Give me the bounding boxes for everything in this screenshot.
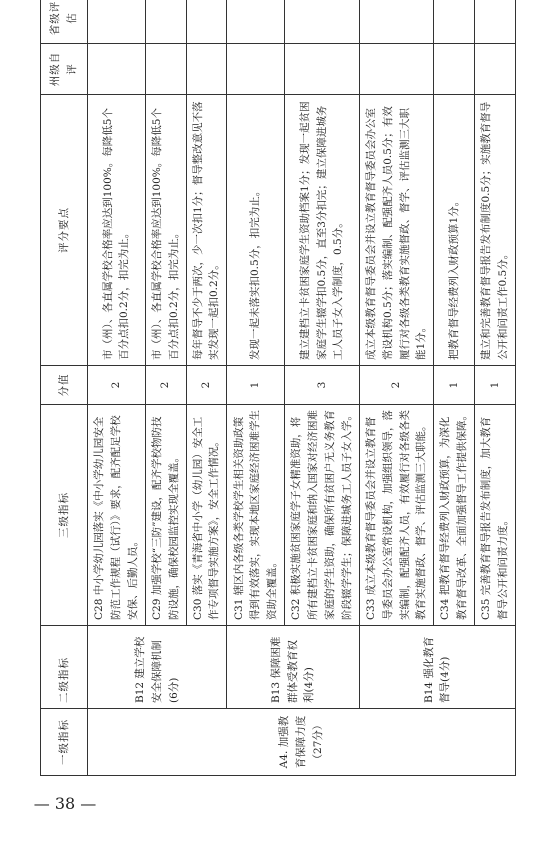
- table-row: [359, 0, 434, 776]
- self-eval-cell: [359, 44, 434, 95]
- p34-cell: 把教育督导经费列入财政预算1分。: [434, 95, 475, 366]
- c33-cell: C33 成立本级教育督导委员会并设立教育督导委员会办公室常设机构，加强组织领导，落实编制，配强配齐人员，有效履行对各级各类教育实施督政、督学、评估监测三大职能。: [359, 405, 434, 626]
- c32-cell: C32 积极实施贫困家庭学子女精准资助，将所有建档立卡贫困家庭和纳入国家对经济困难家庭的学生资助，确保所有贫困户无义务教育阶段辍学学生；保障进城务工人员子女入学。: [285, 405, 360, 626]
- self-eval-cell: [186, 44, 227, 95]
- header-points: 评分要点: [41, 95, 88, 366]
- c28-cell: C28 中小学幼儿园落实《中小学幼儿园安全防范工作规程（试行）》要求，配齐配足学校安保、后勤人员。: [88, 405, 146, 626]
- c34-cell: C34 把教育督导经费列入财政预算，为深化教育督导改革、全面加强督导工作提供保障。: [434, 405, 475, 626]
- s32-cell: 3: [285, 366, 360, 405]
- province-eval-cell: [145, 0, 186, 44]
- evaluation-table: [40, 0, 516, 776]
- page-number: — 38 —: [33, 794, 97, 813]
- self-eval-cell: [227, 44, 285, 95]
- p28-cell: 市（州）、各直属学校合格率应达到100%。每降低5个百分点扣0.2分，扣完为止。: [88, 95, 146, 366]
- header-level3: 三级指标: [41, 405, 88, 626]
- table-header-row: [41, 0, 88, 776]
- province-eval-cell: [285, 0, 360, 44]
- self-eval-cell: [434, 44, 475, 95]
- b14-cell: B14 强化教育督导(4分): [359, 626, 515, 709]
- header-level2: 二级指标: [41, 626, 88, 709]
- p29-cell: 市（州）、各直属学校合格率应达到100%。每降低5个百分点扣0.2分，扣完为止。: [145, 95, 186, 366]
- c30-cell: C30 落实《青海省中小学（幼儿园）安全工作专项督导实施方案》，安全工作情况。: [186, 405, 227, 626]
- b12-cell: B12 建立学校安全保障机制(6分): [88, 626, 227, 709]
- level1-cell: A4. 加强教育保障力度（27分）: [88, 709, 516, 776]
- b13-cell: B13 保障困难群体受教育权利(4分): [227, 626, 359, 709]
- s29-cell: 2: [145, 366, 186, 405]
- header-self-eval: 州级自评: [41, 44, 88, 95]
- self-eval-cell: [145, 44, 186, 95]
- province-eval-cell: [227, 0, 285, 44]
- self-eval-cell: [285, 44, 360, 95]
- p30-cell: 每年督导不少于两次，少一次扣1分；督导整改意见不落实发现一起扣0.2分。: [186, 95, 227, 366]
- province-eval-cell: [88, 0, 146, 44]
- p32-cell: 建立建档立卡贫困家庭学生资助档案1分；发现一起贫困家庭学生辍学扣0.5分，直至3分扣完；建立保障进城务工人员子女入学制度，0.5分。: [285, 95, 360, 366]
- c35-cell: C35 完善教育督导报告发布制度，加大教育督导公开和问责力度。: [475, 405, 516, 626]
- s30-cell: 2: [186, 366, 227, 405]
- header-province-eval: 省级评估: [41, 0, 88, 44]
- header-score: 分值: [41, 366, 88, 405]
- s34-cell: 1: [434, 366, 475, 405]
- province-eval-cell: [475, 0, 516, 44]
- s35-cell: 1: [475, 366, 516, 405]
- rotated-page-content: [40, 0, 516, 776]
- c29-cell: C29 加强学校“三防”建设，配齐学校物防技防设施，确保校园监控实现全覆盖。: [145, 405, 186, 626]
- p31-cell: 发现一起未落实扣0.5分，扣完为止。: [227, 95, 285, 366]
- s31-cell: 1: [227, 366, 285, 405]
- table-row: [88, 0, 146, 776]
- province-eval-cell: [359, 0, 434, 44]
- table-row: [227, 0, 285, 776]
- s33-cell: 2: [359, 366, 434, 405]
- self-eval-cell: [88, 44, 146, 95]
- s28-cell: 2: [88, 366, 146, 405]
- p35-cell: 建立和完善教育督导报告发布制度0.5分；实施教育督导公开和问责工作0.5分。: [475, 95, 516, 366]
- header-level1: 一级指标: [41, 709, 88, 776]
- p33-cell: 成立本级教育督导委员会并设立教育督导委员会办公室常设机构0.5分；落实编制、配强配齐人员0.5分；有效履行对各级各类教育实施督政、督学、评估监测三大职能1分。: [359, 95, 434, 366]
- province-eval-cell: [186, 0, 227, 44]
- self-eval-cell: [475, 44, 516, 95]
- c31-cell: C31 辖区内各级各类学校学生相关资助政策得到有效落实，实现本地区家庭经济困难学生资助全覆盖。: [227, 405, 285, 626]
- province-eval-cell: [434, 0, 475, 44]
